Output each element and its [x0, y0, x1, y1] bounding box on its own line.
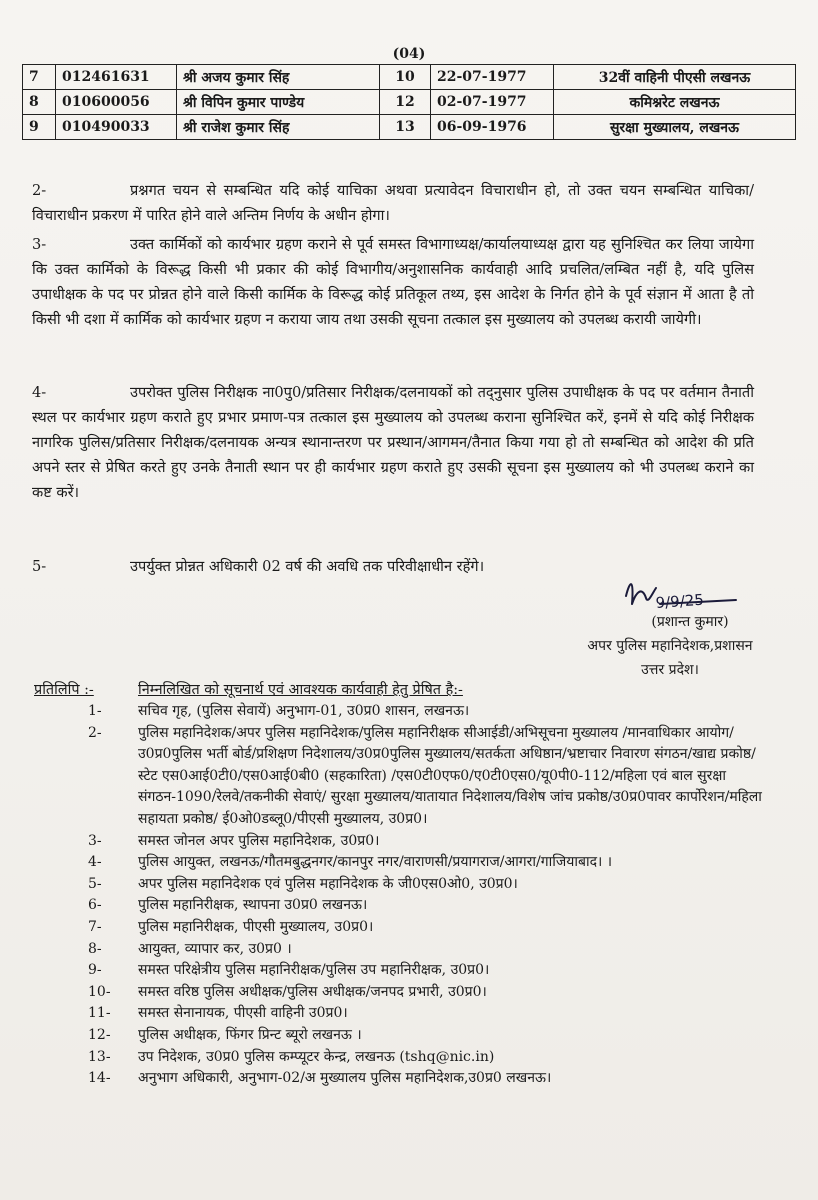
name-cell: श्री अजय कुमार सिंह [177, 65, 380, 90]
list-item-number: 5- [88, 875, 102, 892]
seniority-cell: 13 [380, 115, 431, 140]
signature-date: 9/9/25 [655, 590, 705, 612]
list-item [34, 939, 774, 961]
serial-cell: 8 [23, 90, 56, 115]
paragraph-4 [32, 380, 754, 505]
list-item-text: आयुक्त, व्यापार कर, उ0प्र0 । [138, 940, 292, 957]
posting-cell: 32वीं वाहिनी पीएसी लखनऊ [554, 65, 796, 90]
list-item-number: 4- [88, 854, 102, 871]
serial-cell: 7 [23, 65, 56, 90]
list-item-text: पुलिस महानिरीक्षक, पीएसी मुख्यालय, उ0प्र0। [138, 918, 374, 935]
list-item-number: 6- [88, 897, 102, 914]
pno-cell: 010600056 [56, 90, 177, 115]
list-item-text: पुलिस महानिदेशक/अपर पुलिस महानिदेशक/पुलिस महानिरीक्षक सीआईडी/अभिसूचना मुख्यालय /मानवाधिकार आयोग/उ0प्र0पुलिस भर्ती बोर्ड/प्रशिक्षण निदेशालय/उ0प्र0पुलिस मुख्यालय/सतर्कता अधिष्ठान/भ्रष्टाचार निवारण संगठन/खाद्य प्रकोष्ठ/स्टेट एस0आई0टी0/एस0आई0बी0 (सहकारिता) /एस0टी0एफ0/ए0टी0एस0/यू0पी0-112/महिला एवं बाल सुरक्षा संगठन-1090/रेलवे/तकनीकी सेवाएं/ सुरक्षा मुख्यालय/यातायात निदेशालय/विशेष जांच प्रकोष्ठ/उ0प्र0पावर कार्पोरेशन/महिला सहायता प्रकोष्ठ/ ई0ओ0डब्लू0/पीएसी मुख्यालय, उ0प्र0। [138, 724, 762, 827]
list-item-number: 1- [88, 703, 102, 719]
name-cell: श्री राजेश कुमार सिंह [177, 115, 380, 140]
paragraph-number: 2- [32, 182, 47, 199]
posting-cell: सुरक्षा मुख्यालय, लखनऊ [554, 115, 796, 140]
dob-cell: 06-09-1976 [431, 115, 554, 140]
list-item [34, 701, 774, 723]
table-row [23, 90, 796, 115]
paragraph-number: 3- [32, 236, 47, 253]
paragraph-number: 5- [32, 558, 47, 575]
list-item [34, 982, 774, 1004]
list-item [34, 960, 774, 982]
list-item-number: 2- [88, 724, 102, 741]
list-item-number: 14- [88, 1070, 111, 1087]
list-item [34, 895, 774, 917]
dob-cell: 02-07-1977 [431, 90, 554, 115]
copy-to-list [34, 701, 774, 1090]
list-item [34, 1047, 774, 1069]
seniority-cell: 10 [380, 65, 431, 90]
paragraph-3 [32, 232, 754, 332]
list-item-number: 10- [88, 983, 111, 1000]
list-item-text: समस्त सेनानायक, पीएसी वाहिनी उ0प्र0। [138, 1005, 348, 1022]
list-item-number: 12- [88, 1026, 111, 1043]
paragraph-text: उपरोक्त पुलिस निरीक्षक ना0पु0/प्रतिसार निरीक्षक/दलनायकों को तद्नुसार पुलिस उपाधीक्षक के पद पर वर्तमान तैनाती स्थल पर कार्यभार ग्रहण कराते हुए प्रभार प्रमाण-पत्र तत्काल इस मुख्यालय को उपलब्ध कराना सुनिश्चित करें, इनमें से यदि कोई निरीक्षक नागरिक पुलिस/प्रतिसार निरीक्षक/दलनायक अन्यत्र स्थानान्तरण पर प्रस्थान/आगमन/तैनात किया गया हो तो सम्बन्धित को आदेश की प्रति अपने स्तर से प्रेषित करते हुए उनके तैनाती स्थान पर ही कार्यभार ग्रहण कराते हुए उसकी सूचना इस मुख्यालय को भी उपलब्ध कराने का कष्ट करें। [32, 384, 754, 501]
posting-cell: कमिश्नरेट लखनऊ [554, 90, 796, 115]
list-item [34, 831, 774, 853]
list-item-text: समस्त परिक्षेत्रीय पुलिस महानिरीक्षक/पुलिस उप महानिरीक्षक, उ0प्र0। [138, 962, 490, 979]
paragraph-number: 4- [32, 384, 47, 401]
list-item-text: पुलिस महानिरीक्षक, स्थापना उ0प्र0 लखनऊ। [138, 897, 368, 914]
pno-cell: 012461631 [56, 65, 177, 90]
paragraph-text: उक्त कार्मिकों को कार्यभार ग्रहण कराने से पूर्व समस्त विभागाध्यक्ष/कार्यालयाध्यक्ष द्वारा यह सुनिश्चित कर लिया जायेगा कि उक्त कार्मिको के विरूद्ध किसी भी प्रकार की कोई विभागीय/अनुशासनिक कार्यवाही आदि प्रचलित/लम्बित नहीं है, यदि पुलिस उपाधीक्षक के पद पर प्रोन्नत होने वाले किसी कार्मिक के विरूद्ध कोई प्रतिकूल तथ्य, इस आदेश के निर्गत होने के पूर्व संज्ञान में आता है तो किसी भी दशा में कार्मिक को कार्यभार ग्रहण न कराया जाय तथा उसकी सूचना तत्काल इस मुख्यालय को उपलब्ध करायी जायेगी। [32, 236, 754, 328]
signatory-state: उत्तर प्रदेश। [641, 662, 699, 678]
list-item-number: 3- [88, 832, 102, 849]
list-item-text: सचिव गृह, (पुलिस सेवायें) अनुभाग-01, उ0प्र0 शासन, लखनऊ। [138, 703, 470, 719]
table-row [23, 115, 796, 140]
list-item-number: 13- [88, 1048, 111, 1065]
list-item [34, 1068, 774, 1090]
signatory-name: (प्रशान्त कुमार) [651, 614, 729, 630]
list-item [34, 852, 774, 874]
list-item-text: अपर पुलिस महानिदेशक एवं पुलिस महानिदेशक के जी0एस0ओ0, उ0प्र0। [138, 875, 518, 892]
signatory-block [560, 610, 780, 682]
list-item-text: समस्त जोनल अपर पुलिस महानिदेशक, उ0प्र0। [138, 832, 380, 849]
list-item-text: समस्त वरिष्ठ पुलिस अधीक्षक/पुलिस अधीक्षक/जनपद प्रभारी, उ0प्र0। [138, 983, 487, 1000]
copy-label: प्रतिलिपि :- [34, 682, 94, 698]
list-item-text: पुलिस अधीक्षक, फिंगर प्रिन्ट ब्यूरो लखनऊ । [138, 1026, 362, 1043]
list-item-number: 7- [88, 918, 102, 935]
paragraph-text: उपर्युक्त प्रोन्नत अधिकारी 02 वर्ष की अवधि तक परिवीक्षाधीन रहेंगे। [130, 558, 485, 575]
page-number: (04) [392, 46, 426, 62]
list-item-number: 11- [88, 1005, 111, 1022]
copy-to-heading [34, 679, 774, 701]
list-item-text: उप निदेशक, उ0प्र0 पुलिस कम्प्यूटर केन्द्र, लखनऊ (tshq@nic.in) [138, 1048, 495, 1065]
list-item [34, 1025, 774, 1047]
name-cell: श्री विपिन कुमार पाण्डेय [177, 90, 380, 115]
paragraph-2 [32, 178, 754, 228]
list-item [34, 723, 774, 831]
list-item [34, 874, 774, 896]
list-item-number: 8- [88, 940, 102, 957]
serial-cell: 9 [23, 115, 56, 140]
promotion-table [22, 64, 796, 140]
list-item [34, 917, 774, 939]
table-row [23, 65, 796, 90]
paragraph-text: प्रश्नगत चयन से सम्बन्धित यदि कोई याचिका अथवा प्रत्यावेदन विचाराधीन हो, तो उक्त चयन सम्बन्धित याचिका/विचाराधीन प्रकरण में पारित होने वाले अन्तिम निर्णय के अधीन होगा। [32, 182, 754, 224]
list-item-text: अनुभाग अधिकारी, अनुभाग-02/अ मुख्यालय पुलिस महानिदेशक,उ0प्र0 लखनऊ। [138, 1070, 552, 1087]
list-item-number: 9- [88, 962, 102, 979]
pno-cell: 010490033 [56, 115, 177, 140]
dob-cell: 22-07-1977 [431, 65, 554, 90]
copy-subject: निम्नलिखित को सूचनार्थ एवं आवश्यक कार्यवाही हेतु प्रेषित है:- [138, 682, 463, 698]
list-item-text: पुलिस आयुक्त, लखनऊ/गौतमबुद्धनगर/कानपुर नगर/वाराणसी/प्रयागराज/आगरा/गाजियाबाद। । [138, 854, 613, 871]
seniority-cell: 12 [380, 90, 431, 115]
list-item [34, 1003, 774, 1025]
signatory-designation: अपर पुलिस महानिदेशक,प्रशासन [587, 638, 753, 654]
